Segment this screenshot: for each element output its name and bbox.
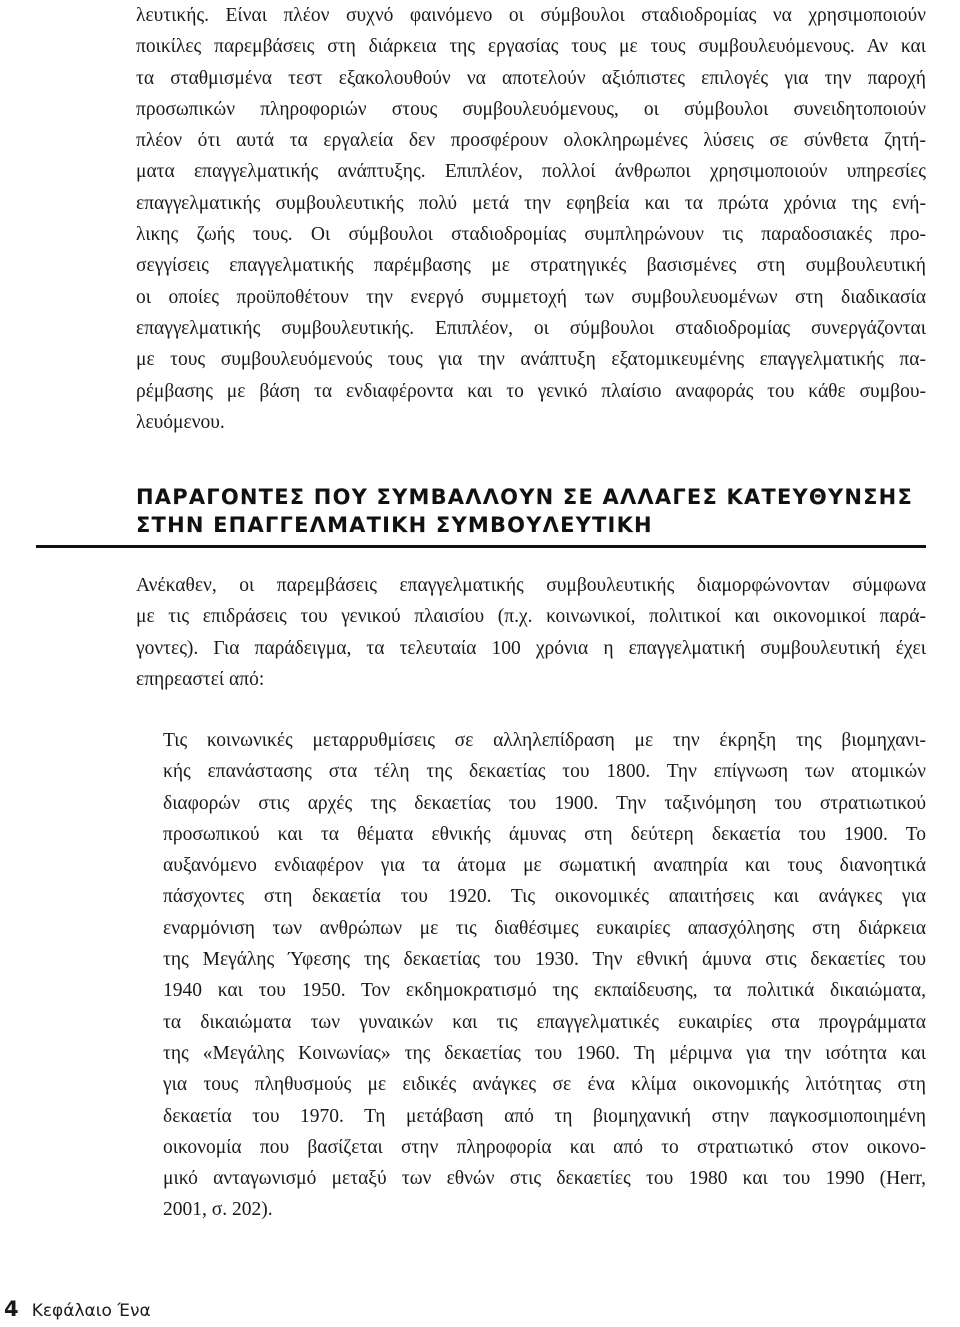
text-line: λικης ζωής τους. Οι σύμβουλοι σταδιοδρομίας συμπληρώνουν τις παραδοσιακές προ-	[136, 224, 926, 246]
section-paragraph	[136, 570, 926, 695]
quote-line: προσωπικού και τα θέματα εθνικής άμυνας στη δεύτερη δεκαετία του 1900. Το	[163, 823, 926, 845]
page-number: 4	[4, 1297, 19, 1321]
quote-line: διαφορών στις αρχές της δεκαετίας του 1900. Την ταξινόμηση του στρατιωτικού	[163, 792, 926, 814]
section-heading-line: ΠΑΡΑΓΟΝΤΕΣ ΠΟΥ ΣΥΜΒΑΛΛΟΥΝ ΣΕ ΑΛΛΑΓΕΣ ΚΑΤΕΥΘΥΝΣΗΣ	[136, 485, 914, 509]
text-line: σεγγίσεις επαγγελματικής παρέμβασης με στρατηγικές βασισμένες στη συμβουλευτική	[136, 255, 926, 277]
quote-line: 2001, σ. 202).	[163, 1199, 273, 1221]
quote-line: δεκαετία του 1970. Τη μετάβαση από τη βιομηχανική στην παγκοσμιοποιημένη	[163, 1105, 926, 1127]
quote-line: εναρμόνιση των ανθρώπων με τις διαθέσιμες ευκαιρίες απασχόλησης στη διάρκεια	[163, 917, 926, 939]
quote-line: για τους πληθυσμούς με ειδικές ανάγκες σε ένα κλίμα οικονομικής λιτότητας στη	[163, 1074, 926, 1096]
quote-line: της «Μεγάλης Κοινωνίας» της δεκαετίας του 1960. Τη μέριμνα για την ισότητα και	[163, 1042, 926, 1064]
text-line: πλέον ότι αυτά τα εργαλεία δεν προσφέρουν ολοκληρωμένες λύσεις σε σύνθετα ζητή-	[136, 130, 926, 152]
text-line: με τους συμβουλευόμενούς τους για την ανάπτυξη εξατομικευμένης επαγγελματικής πα-	[136, 349, 926, 371]
block-quote	[163, 725, 926, 1226]
section-heading-line: ΣΤΗΝ ΕΠΑΓΓΕΛΜΑΤΙΚΗ ΣΥΜΒΟΥΛΕΥΤΙΚΗ	[136, 513, 653, 537]
text-line: τα σταθμισμένα τεστ εξακολουθούν να αποτελούν αξιόπιστες επιλογές για την παροχή	[136, 67, 926, 89]
text-line: γοντες). Για παράδειγμα, τα τελευταία 100 χρόνια η επαγγελματική συμβουλευτική έχει	[136, 637, 926, 659]
text-line: λευόμενου.	[136, 411, 225, 433]
text-line: επηρεαστεί από:	[136, 668, 265, 690]
quote-line: οικονομία που βασίζεται στην πληροφορία και από το στρατιωτικό στον οικονο-	[163, 1136, 926, 1158]
quote-line: τα δικαιώματα των γυναικών και τις επαγγελματικές ευκαιρίες στα προγράμματα	[163, 1011, 926, 1033]
quote-line: 1940 και του 1950. Τον εκδημοκρατισμό της εκπαίδευσης, τα πολιτικά δικαιώματα,	[163, 980, 926, 1002]
text-line: οι οποίες προϋποθέτουν την ενεργό συμμετοχή των συμβουλευομένων στη διαδικασία	[136, 286, 926, 308]
quote-line: μικό ανταγωνισμό μεταξύ των εθνών στις δεκαετίες του 1980 και του 1990 (Herr,	[163, 1168, 926, 1190]
chapter-label: Κεφάλαιο Ένα	[31, 1301, 151, 1321]
text-line: προσωπικών πληροφοριών στους συμβουλευόμενους, οι σύμβουλοι συνειδητοποιούν	[136, 98, 926, 120]
text-line: ποικίλες παρεμβάσεις στη διάρκεια της εργασίας τους με τους συμβουλευόμενους. Αν και	[136, 36, 926, 58]
quote-line: αυξανόμενο ενδιαφέρον για τα άτομα με σωματική αναπηρία και τους διανοητικά	[163, 855, 926, 877]
text-line: επαγγελματικής συμβουλευτικής πολύ μετά την εφηβεία και τα πρώτα χρόνια της ενή-	[136, 192, 926, 214]
heading-divider	[36, 545, 926, 548]
text-line: με τις επιδράσεις του γενικού πλαισίου (π.χ. κοινωνικοί, πολιτικοί και οικονομικοί παρά-	[136, 606, 926, 628]
text-line: ματα επαγγελματικής ανάπτυξης. Επιπλέον, πολλοί άνθρωποι χρησιμοποιούν υπηρεσίες	[136, 161, 926, 183]
text-line: λευτικής. Είναι πλέον συχνό φαινόμενο οι σύμβουλοι σταδιοδρομίας να χρησιμοποιούν	[136, 5, 926, 26]
quote-line: πάσχοντες στη δεκαετία του 1920. Τις οικονομικές απαιτήσεις και ανάγκες για	[163, 886, 926, 908]
intro-paragraph	[136, 0, 926, 438]
quote-line: κής επανάστασης στα τέλη της δεκαετίας του 1800. Την επίγνωση των ατομικών	[163, 761, 926, 783]
text-line: ρέμβασης με βάση τα ενδιαφέροντα και το γενικό πλαίσιο αναφοράς του κάθε συμβου-	[136, 380, 926, 402]
quote-line: της Μεγάλης Ύφεσης της δεκαετίας του 1930. Την εθνική άμυνα στις δεκαετίες του	[163, 949, 926, 971]
quote-line: Τις κοινωνικές μεταρρυθμίσεις σε αλληλεπίδραση με την έκρηξη της βιομηχανι-	[163, 730, 926, 751]
section-heading	[136, 483, 926, 539]
text-line: επαγγελματικής συμβουλευτικής. Επιπλέον, οι σύμβουλοι σταδιοδρομίας συνεργάζονται	[136, 317, 926, 339]
text-line: Ανέκαθεν, οι παρεμβάσεις επαγγελματικής συμβουλευτικής διαμορφώνονταν σύμφωνα	[136, 575, 926, 596]
page-footer	[4, 1297, 151, 1327]
